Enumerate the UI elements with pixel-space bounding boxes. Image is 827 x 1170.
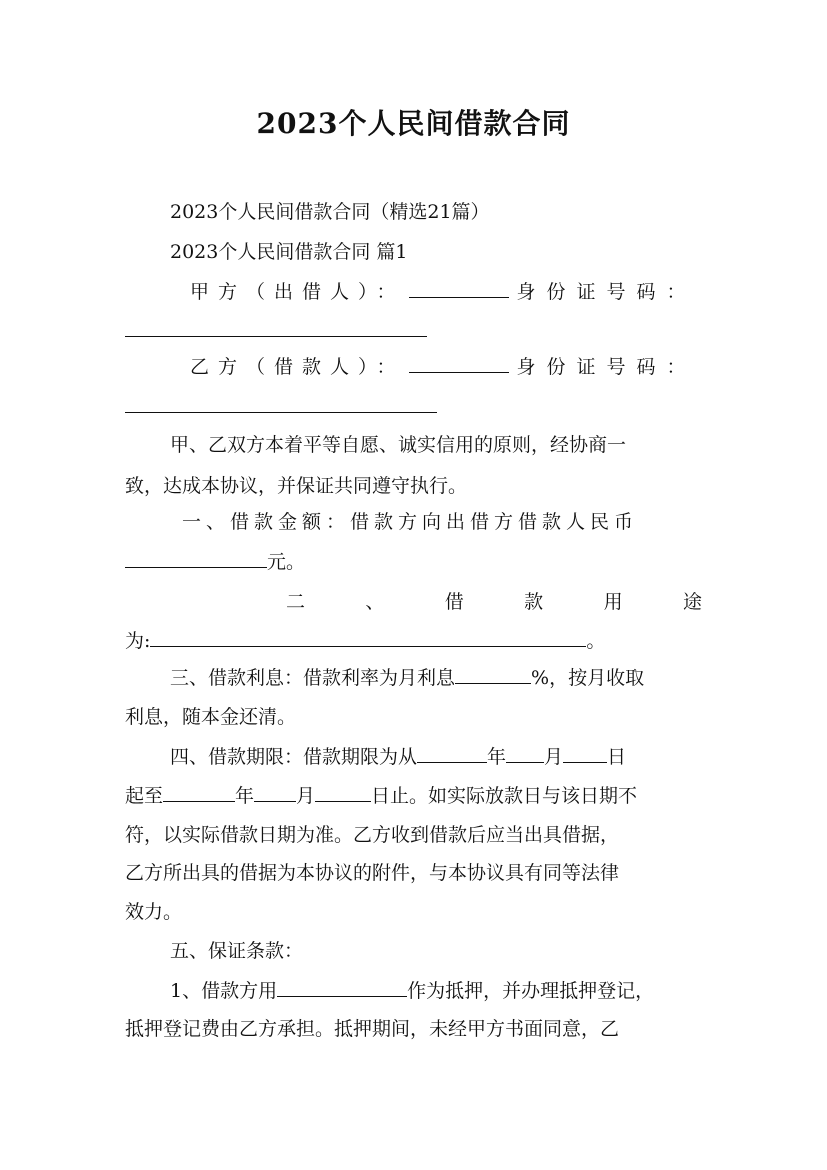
collateral-blank	[277, 978, 407, 997]
party-a-line	[190, 279, 700, 304]
amount-line: 一、借款金额：借款方向出借方借款人民币	[182, 511, 639, 533]
guarantee-heading: 五、保证条款：	[170, 940, 304, 962]
guarantee-line1	[170, 978, 710, 1003]
party-b-id-label: 身份证号码：	[516, 356, 697, 378]
document-title: 2023个人民间借款合同	[256, 107, 571, 140]
term-day: 日	[607, 746, 627, 768]
section-heading: 2023个人民间借款合同 篇1	[170, 241, 408, 263]
amount-line2	[125, 549, 705, 574]
usage-heading	[286, 590, 702, 614]
guarantee-item1-label: 1、借款方用	[170, 980, 278, 1002]
usage-end: 。	[586, 630, 606, 652]
term-month2: 月	[296, 785, 316, 807]
term-line4: 乙方所出具的借据为本协议的附件，与本协议具有同等法律	[125, 862, 620, 884]
usage-char: 用	[603, 591, 623, 613]
term-line1	[170, 744, 705, 769]
party-b-label: 乙方（借款人）：	[190, 356, 405, 378]
term-line2	[125, 783, 705, 808]
term-month: 月	[544, 746, 564, 768]
interest-line2: 利息，随本金还清。	[125, 706, 297, 728]
party-a-id-blank	[125, 336, 427, 337]
party-a-id-label: 身份证号码：	[516, 281, 697, 303]
term-start-month-blank	[506, 744, 544, 763]
para-principles-line1: 甲、乙双方本着平等自愿、诚实信用的原则，经协商一	[170, 434, 627, 456]
term-end-text: 日止。如实际放款日与该日期不	[371, 785, 638, 807]
usage-char: 途	[682, 591, 702, 613]
amount-blank	[125, 549, 267, 568]
interest-line1	[170, 665, 705, 690]
guarantee-item1-text: 作为抵押，并办理抵押登记，	[407, 980, 655, 1002]
term-label: 四、借款期限：借款期限为从	[170, 746, 418, 768]
term-start-day-blank	[563, 744, 607, 763]
term-line5: 效力。	[125, 901, 183, 923]
party-b-id-blank	[125, 412, 437, 413]
term-end-day-blank	[315, 783, 371, 802]
party-a-name-blank	[409, 279, 509, 298]
amount-unit: 元。	[267, 551, 306, 573]
term-year: 年	[487, 746, 507, 768]
para-principles-line2: 致，达成本协议，并保证共同遵守执行。	[125, 475, 468, 497]
term-start-year-blank	[417, 744, 487, 763]
interest-suffix: %，按月收取	[531, 667, 645, 689]
usage-char: 、	[365, 591, 385, 613]
term-to: 起至	[125, 785, 164, 807]
guarantee-line2: 抵押登记费由乙方承担。抵押期间，未经甲方书面同意，乙	[125, 1018, 620, 1040]
term-end-month-blank	[254, 783, 296, 802]
usage-prefix: 为:	[125, 630, 151, 652]
term-end-year-blank	[163, 783, 235, 802]
party-a-label: 甲方（出借人）：	[190, 281, 405, 303]
party-b-line	[190, 354, 700, 379]
usage-char: 二	[286, 591, 306, 613]
party-b-name-blank	[409, 354, 509, 373]
term-year2: 年	[235, 785, 255, 807]
interest-label: 三、借款利息：借款利率为月利息	[170, 667, 456, 689]
usage-line2	[125, 628, 705, 653]
term-line3: 符，以实际借款日期为准。乙方收到借款后应当出具借据，	[125, 824, 620, 846]
interest-rate-blank	[455, 665, 531, 684]
usage-blank	[150, 628, 586, 647]
subtitle-line: 2023个人民间借款合同（精选21篇）	[170, 201, 490, 223]
usage-char: 借	[444, 591, 464, 613]
usage-char: 款	[524, 591, 544, 613]
